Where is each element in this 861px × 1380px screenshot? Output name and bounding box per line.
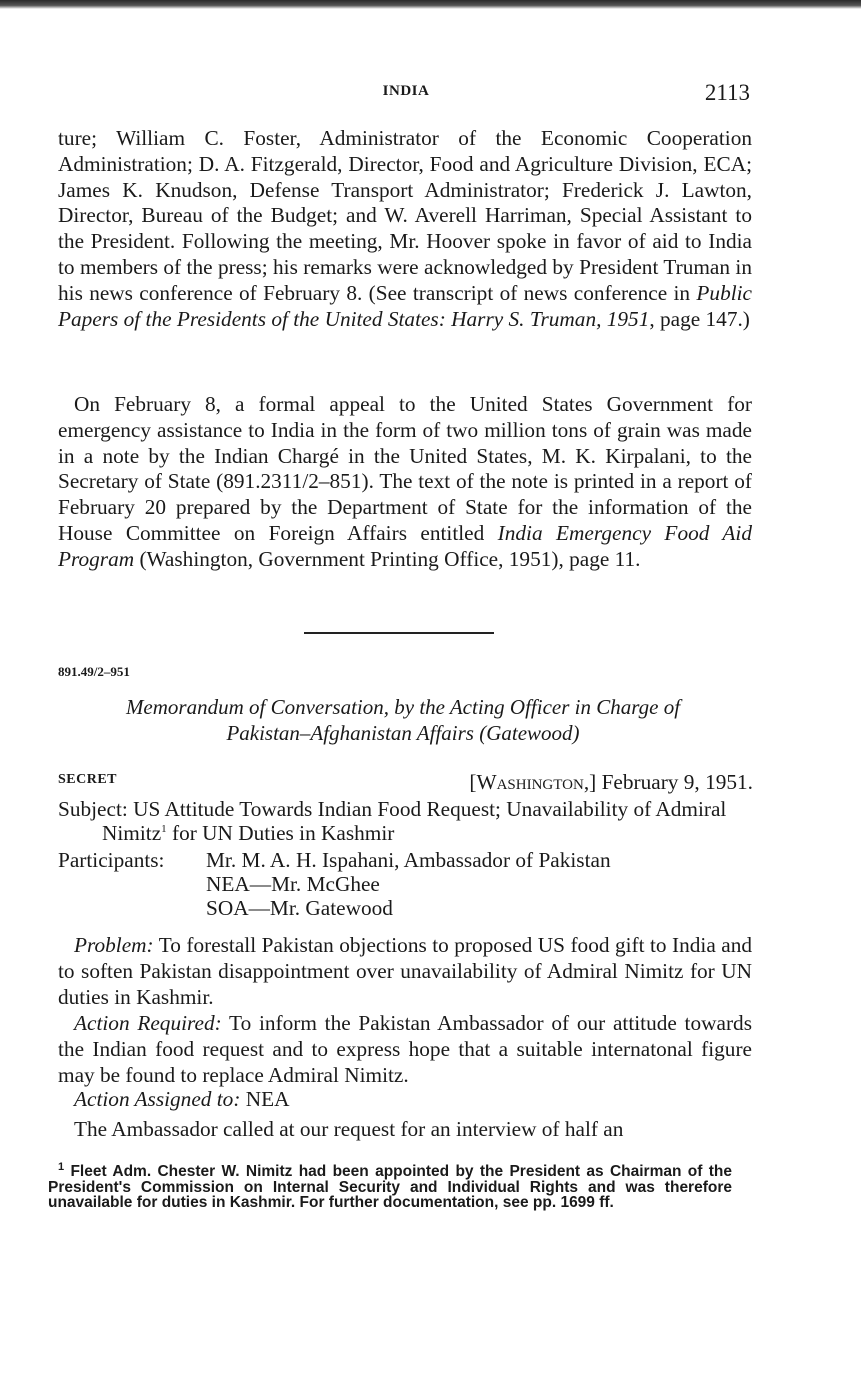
memo-title: [58, 694, 748, 746]
participant: Mr. M. A. H. Ispahani, Ambassador of Pakistan: [206, 848, 611, 872]
memo-title-line-1: Memorandum of Conversation, by the Acting Officer in Charge of: [125, 695, 681, 719]
page-header: [56, 80, 756, 116]
conversation-opening-paragraph: [58, 1116, 752, 1142]
publication-title: India Emergency Food Aid Program: [58, 520, 752, 571]
participants-list: [206, 848, 611, 920]
footnote: [48, 1160, 732, 1211]
subject-label: Subject:: [58, 797, 128, 821]
action-assigned-text: NEA: [240, 1087, 290, 1111]
participant: NEA—Mr. McGhee: [206, 872, 380, 896]
section-divider: [304, 632, 494, 634]
action-required-text: To inform the Pakistan Ambassador of our attitude towards the Indian food request and to express hope that a suitable internatonal figure may be found to replace Admiral Nimitz.: [58, 1011, 752, 1087]
footnote-marker: 1: [58, 1160, 65, 1173]
footnotes: [48, 1160, 732, 1211]
action-required-label: Action Required:: [74, 1011, 222, 1035]
subject-text: US Attitude Towards Indian Food Request; Unavailability of Admiral Nimitz: [102, 797, 727, 845]
footnote-text: Fleet Adm. Chester W. Nimitz had been appointed by the President as Chairman of the President's Commission on Internal Security and Individual Rights and was therefore unavailable for duties in Kashmir. For further documentation, see pp. 1699 ff.: [48, 1163, 732, 1211]
paragraph-text: (Washington, Government Printing Office, 1951), page 11.: [134, 546, 641, 571]
problem-text: To forestall Pakistan objections to proposed US food gift to India and to soften Pakistan disappointment over unavailability of Admiral Nimitz for UN duties in Kashmir.: [58, 933, 752, 1009]
action-assigned-section: [58, 1086, 752, 1112]
subject-block: [58, 797, 752, 845]
dateline: [469, 770, 753, 795]
document-file-number: 891.49/2–951: [58, 664, 130, 679]
memo-title-line-2: Pakistan–Afghanistan Affairs (Gatewood): [226, 721, 580, 745]
publication-title: Public Papers of the Presidents of the United States: Harry S. Truman, 1951: [58, 280, 752, 331]
editorial-note-paragraph-2: [58, 392, 752, 573]
classification-label: SECRET: [58, 772, 118, 787]
page-number: 2113: [704, 80, 750, 105]
subject-text-end: for UN Duties in Kashmir: [166, 821, 395, 845]
problem-section: [58, 932, 752, 1010]
problem-label: Problem:: [74, 933, 154, 957]
running-head: INDIA: [382, 83, 430, 99]
paragraph-text: , page 147.): [649, 306, 750, 331]
dateline-date: February 9, 1951.: [596, 770, 753, 794]
closing-text: The Ambassador called at our request for an interview of half an: [74, 1117, 624, 1141]
action-required-section: [58, 1010, 752, 1088]
editorial-note-paragraph-1: [58, 126, 752, 332]
dateline-place: [Washington,]: [469, 770, 597, 794]
action-assigned-label: Action Assigned to:: [74, 1087, 241, 1111]
participants-label: Participants:: [58, 848, 165, 872]
paragraph-text: ture; William C. Foster, Administrator of the Economic Cooperation Administration; D. A. Fitzgerald, Director, Food and Agriculture Division, ECA; James K. Knudson, Defense Transport Administrator; Frederick J. Lawton, Director, Bureau of the Budget; and W. Averell Harriman, Special Assistant to the President. Following the meeting, Mr. Hoover spoke in favor of aid to India to members of the press; his remarks were acknowledged by President Truman in his news conference of February 8. (See transcript of news conference in: [58, 126, 752, 305]
page-top-edge: [0, 0, 861, 9]
participants-block: [58, 848, 611, 920]
participant: SOA—Mr. Gatewood: [206, 896, 393, 920]
footnote-reference: 1: [161, 822, 167, 835]
paragraph-text: On February 8, a formal appeal to the United States Government for emergency assistance to India in the form of two million tons of grain was made in a note by the Indian Chargé in the United States, M. K. Kirpalani, to the Secretary of State (891.2311/2–851). The text of the note is printed in a report of February 20 prepared by the Department of State for the information of the House Committee on Foreign Affairs entitled: [58, 392, 752, 545]
